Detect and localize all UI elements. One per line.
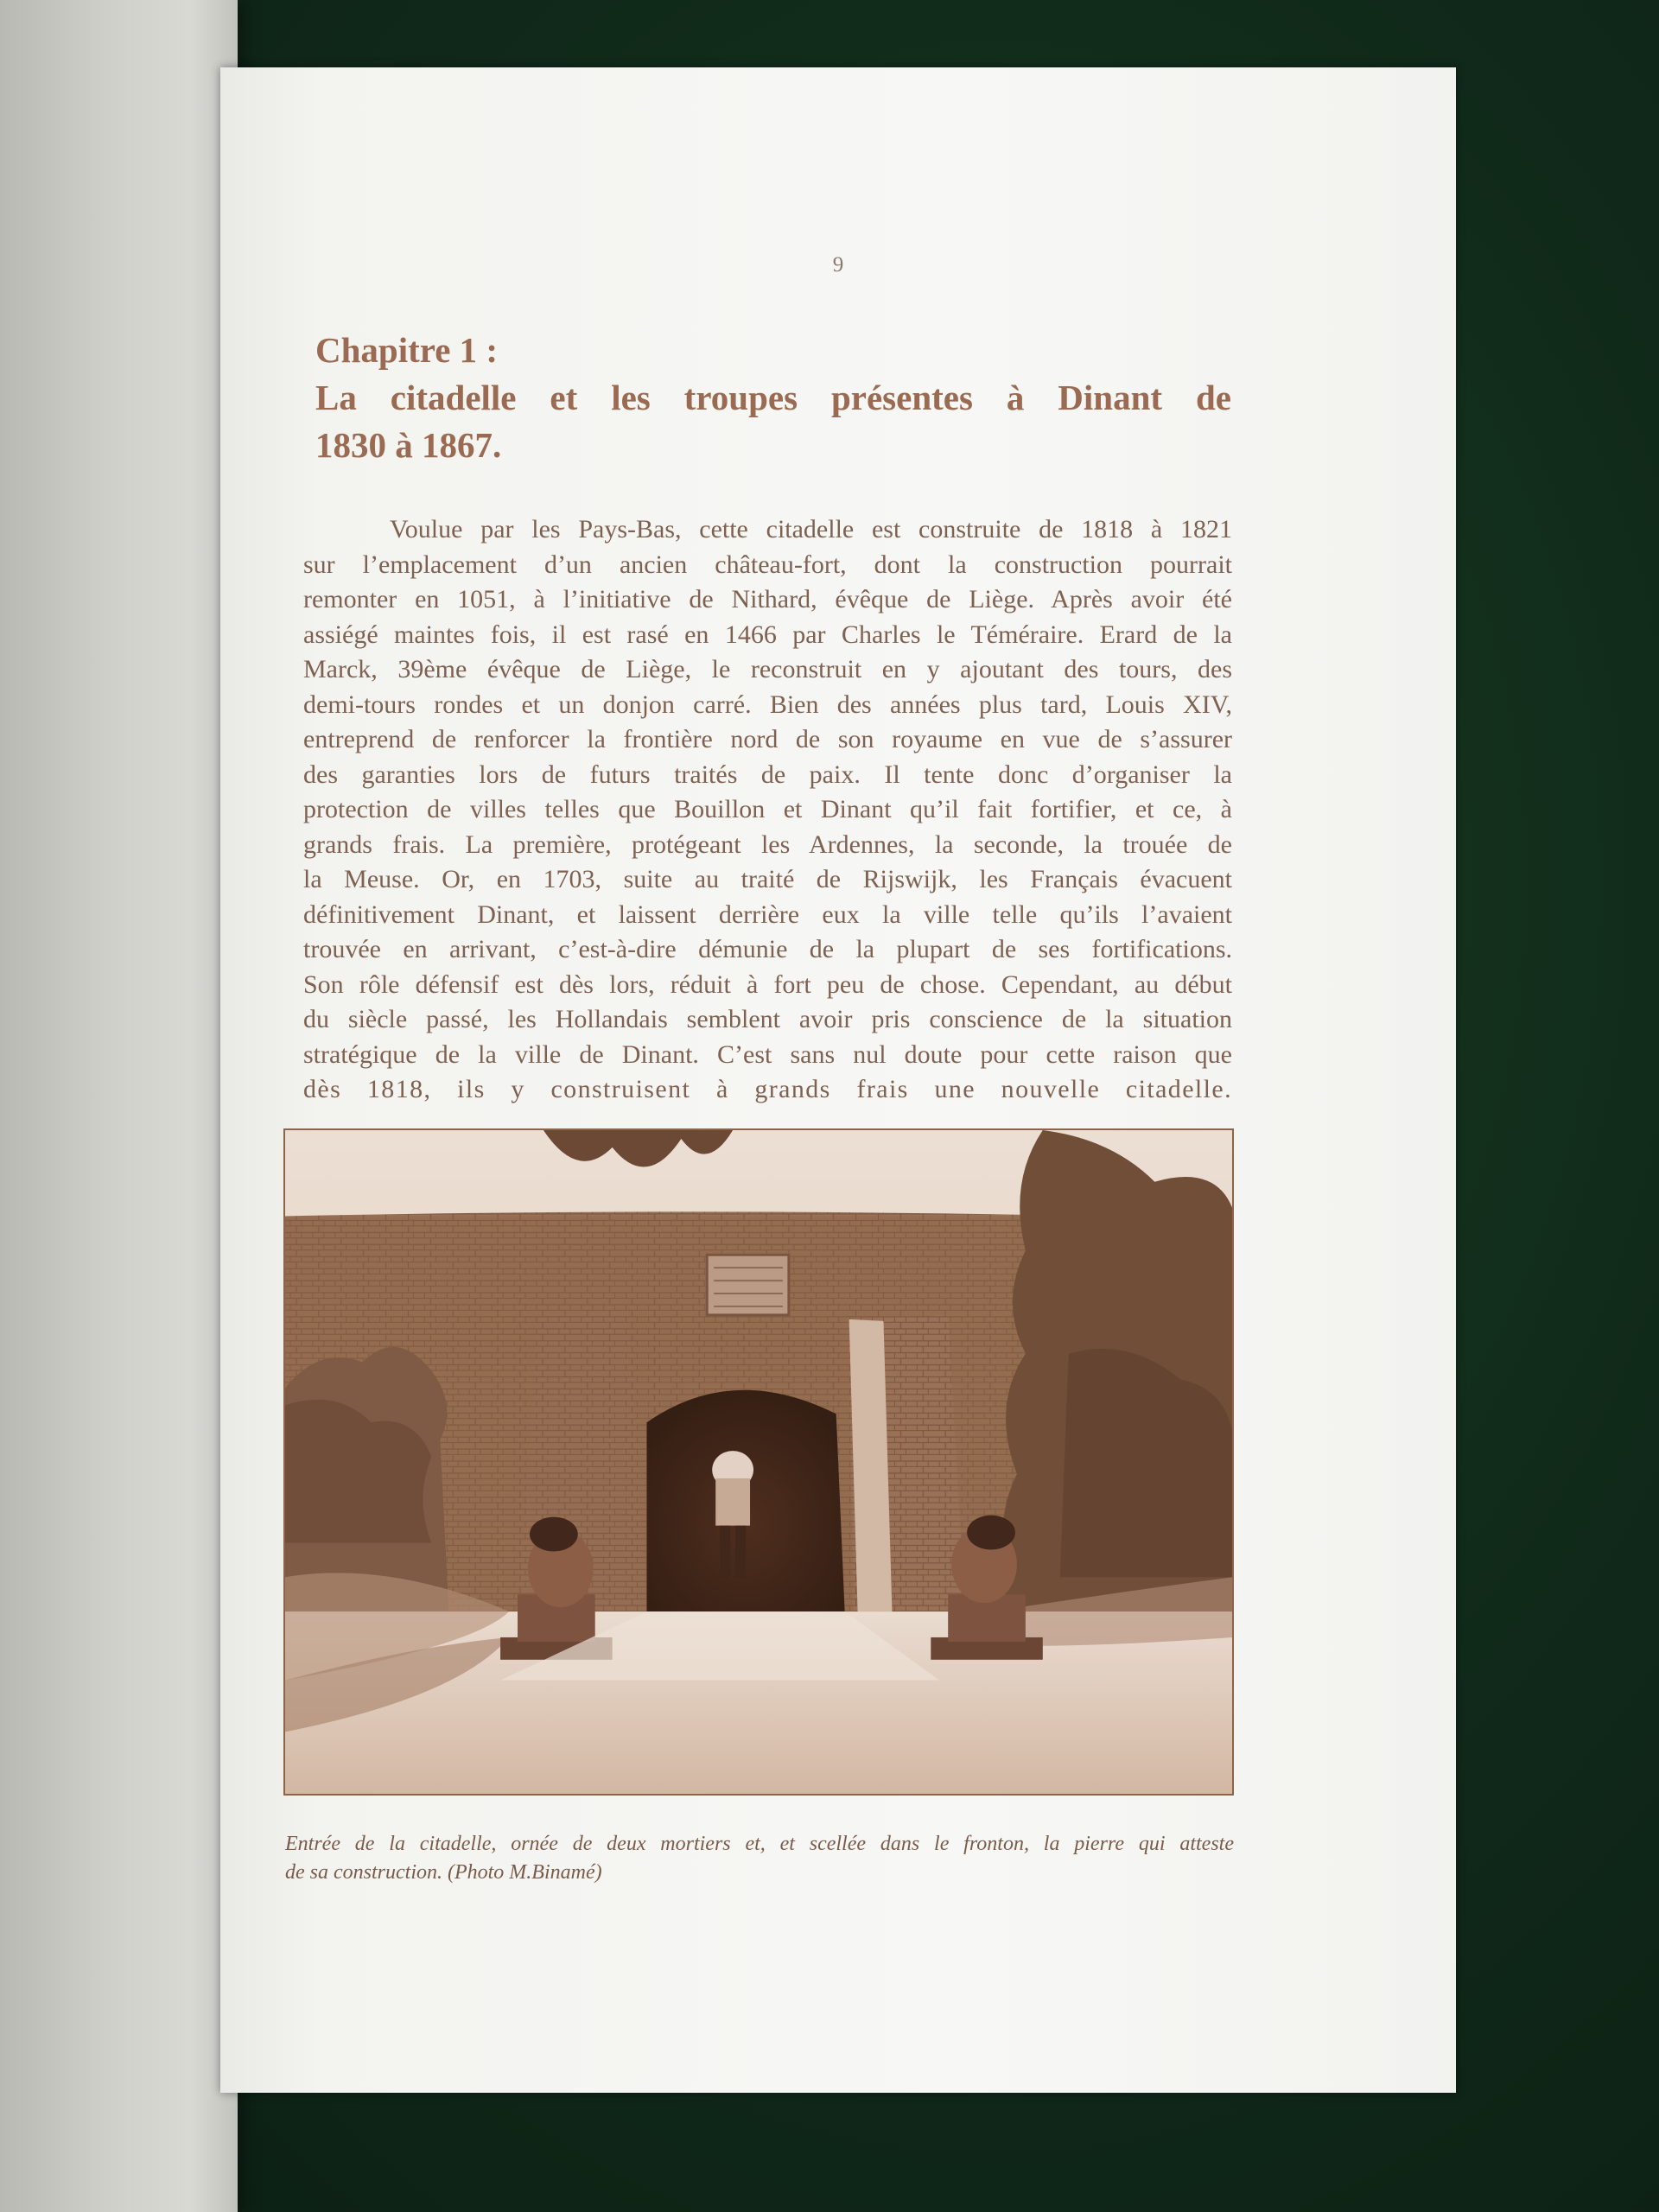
paragraph-line: définitivement Dinant, et laissent derrière eux la ville telle qu’ils l’avaient: [303, 899, 1232, 929]
paragraph-line: remonter en 1051, à l’initiative de Nithard, évêque de Liège. Après avoir été: [303, 585, 1232, 613]
body-paragraph: [303, 512, 1232, 1108]
paragraph-line: assiégé maintes fois, il est rasé en 1466 par Charles le Téméraire. Erard de la: [303, 620, 1232, 649]
paragraph-line: Son rôle défensif est dès lors, réduit à fort peu de chose. Cependant, au début: [303, 969, 1232, 999]
paragraph-line: trouvée en arrivant, c’est-à-dire démunie de la plupart de ses fortifications.: [303, 935, 1232, 963]
page-number: 9: [832, 253, 844, 276]
caption-line: de sa construction. (Photo M.Binamé): [285, 1861, 602, 1884]
chapter-title-line: La citadelle et les troupes présentes à Dinant de: [315, 378, 1231, 417]
paragraph-line: du siècle passé, les Hollandais semblent avoir pris conscience de la situation: [303, 1005, 1232, 1033]
paragraph-line: protection de villes telles que Bouillon et Dinant qu’il fait fortifier, et ce, à: [303, 795, 1232, 823]
photo-illustration: [285, 1130, 1232, 1794]
book-page: [220, 67, 1456, 2093]
paragraph-line: sur l’emplacement d’un ancien château-fort, dont la construction pourrait: [303, 550, 1232, 579]
chapter-title: [315, 327, 1231, 469]
paragraph-line: la Meuse. Or, en 1703, suite au traité de Rijswijk, les Français évacuent: [303, 865, 1232, 893]
facing-page-edge: [0, 0, 238, 2212]
paragraph-line: grands frais. La première, protégeant les Ardennes, la seconde, la trouée de: [303, 830, 1232, 859]
citadel-entrance-photo: [283, 1128, 1234, 1796]
chapter-title-line: Chapitre 1 :: [315, 330, 499, 370]
photo-caption: [285, 1830, 1234, 1887]
paragraph-line: dès 1818, ils y construisent à grands frais une nouvelle citadelle.: [303, 1075, 1232, 1103]
paragraph-line: demi-tours rondes et un donjon carré. Bien des années plus tard, Louis XIV,: [303, 690, 1232, 719]
paragraph-line: Marck, 39ème évêque de Liège, le reconstruit en y ajoutant des tours, des: [303, 655, 1232, 683]
paragraph-line: entreprend de renforcer la frontière nord de son royaume en vue de s’assurer: [303, 725, 1232, 753]
paragraph-line: Voulue par les Pays-Bas, cette citadelle est construite de 1818 à 1821: [390, 515, 1232, 543]
paragraph-line: stratégique de la ville de Dinant. C’est sans nul doute pour cette raison que: [303, 1039, 1232, 1069]
paragraph-line: des garanties lors de futurs traités de paix. Il tente donc d’organiser la: [303, 760, 1232, 789]
chapter-title-line: 1830 à 1867.: [315, 425, 502, 465]
caption-line: Entrée de la citadelle, ornée de deux mortiers et, et scellée dans le fronton, la pierre qui atteste: [285, 1833, 1234, 1855]
